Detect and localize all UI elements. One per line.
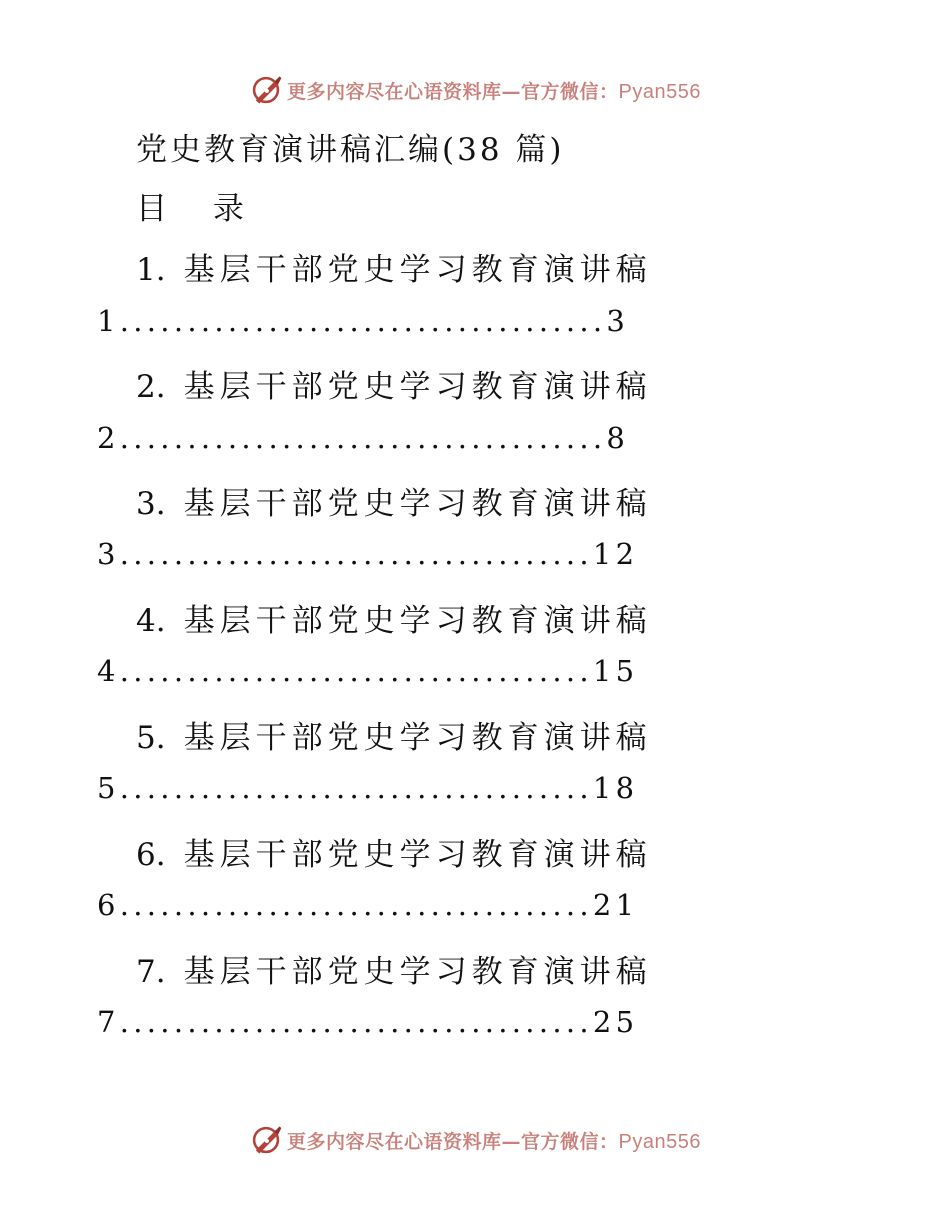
toc-entry-leader-4: 4...................................15 <box>97 654 639 688</box>
toc-entry-title-4 <box>136 595 652 640</box>
toc-entry-leader-6: 6...................................21 <box>97 888 639 922</box>
watermark-wechat-id: Pyan556 <box>618 1130 701 1153</box>
toc-entry-leader-3: 3...................................12 <box>97 537 639 571</box>
watermark-wechat-id: Pyan556 <box>618 80 701 103</box>
toc-entry-number: 2. <box>136 369 166 405</box>
toc-entry-leader-5: 5...................................18 <box>97 771 639 805</box>
toc-entry-leader-2: 2....................................8 <box>97 421 630 455</box>
pen-nib-logo-icon <box>249 1123 283 1157</box>
watermark-text <box>287 77 701 104</box>
toc-entry-leader-7: 7...................................25 <box>97 1005 639 1039</box>
toc-entry-text: 基层干部党史学习教育演讲稿 <box>183 720 652 756</box>
toc-entry-title-3 <box>136 478 652 523</box>
toc-entry-text: 基层干部党史学习教育演讲稿 <box>183 603 652 639</box>
toc-entry-number: 5. <box>136 720 166 756</box>
toc-entry-number: 3. <box>136 486 166 522</box>
footer-watermark <box>0 1120 950 1160</box>
toc-entry-text: 基层干部党史学习教育演讲稿 <box>183 252 652 288</box>
toc-heading: 目 录 <box>136 191 262 227</box>
toc-entry-title-1 <box>136 244 652 289</box>
toc-entry-title-6 <box>136 829 652 874</box>
document-title: 党史教育演讲稿汇编(38 篇) <box>136 132 565 168</box>
toc-entry-leader-1: 1....................................3 <box>97 304 630 338</box>
toc-entry-title-2 <box>136 361 652 406</box>
toc-entry-title-5 <box>136 712 652 757</box>
watermark-label: 更多内容尽在心语资料库—官方微信： <box>287 80 619 103</box>
pen-nib-logo-icon <box>249 73 283 107</box>
toc-entry-number: 6. <box>136 837 166 873</box>
toc-entry-text: 基层干部党史学习教育演讲稿 <box>183 369 652 405</box>
toc-entry-text: 基层干部党史学习教育演讲稿 <box>183 486 652 522</box>
toc-entry-text: 基层干部党史学习教育演讲稿 <box>183 954 652 990</box>
toc-entry-number: 1. <box>136 252 166 288</box>
watermark-text <box>287 1127 701 1154</box>
header-watermark <box>0 70 950 110</box>
toc-entry-number: 4. <box>136 603 166 639</box>
watermark-label: 更多内容尽在心语资料库—官方微信： <box>287 1130 619 1153</box>
toc-entry-text: 基层干部党史学习教育演讲稿 <box>183 837 652 873</box>
toc-entry-title-7 <box>136 946 652 991</box>
toc-entry-number: 7. <box>136 954 166 990</box>
